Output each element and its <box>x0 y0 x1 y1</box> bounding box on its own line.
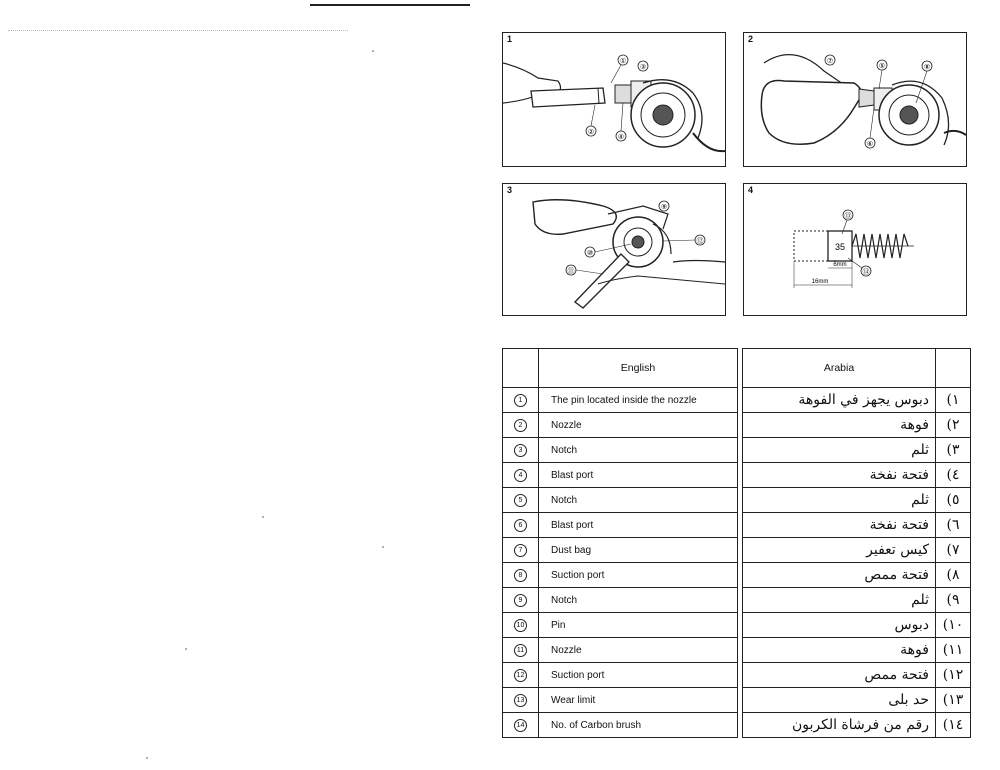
callout-5: ⑤ <box>878 63 886 70</box>
row-label: Pin <box>539 613 738 638</box>
callout-3: ③ <box>639 64 647 71</box>
row-label: Suction port <box>539 663 738 688</box>
circled-number: 5 <box>514 494 527 507</box>
callout-1: ① <box>619 58 627 65</box>
circled-number: 12 <box>514 669 527 682</box>
table-row <box>743 638 971 663</box>
figure-4 <box>743 183 967 316</box>
circled-number: 1 <box>514 394 527 407</box>
row-label: دبوس <box>743 613 936 638</box>
row-label: Blast port <box>539 463 738 488</box>
circled-number: 13 <box>514 694 527 707</box>
suction-port-illustration <box>503 184 725 315</box>
row-number <box>503 413 539 438</box>
row-label: رقم من فرشاة الكربون <box>743 713 936 738</box>
table-row <box>743 688 971 713</box>
row-label: فوهة <box>743 413 936 438</box>
arabic-legend-table <box>742 348 971 738</box>
circled-number: 6 <box>514 519 527 532</box>
row-number <box>503 538 539 563</box>
row-label: حد بلى <box>743 688 936 713</box>
callout-14: ⑭ <box>862 269 870 276</box>
row-number <box>503 713 539 738</box>
figure-number: 2 <box>748 34 754 44</box>
figure-number: 1 <box>507 34 513 44</box>
table-row <box>743 538 971 563</box>
row-label: فتحة نفخة <box>743 463 936 488</box>
callout-4: ④ <box>617 134 625 141</box>
row-number: ٣) <box>936 438 971 463</box>
row-label: دبوس يجهز في الفوهة <box>743 388 936 413</box>
table-row <box>743 488 971 513</box>
table-row <box>503 463 738 488</box>
header-blank <box>503 349 539 388</box>
table-row <box>743 438 971 463</box>
top-rule <box>310 4 470 6</box>
table-row <box>743 563 971 588</box>
table-row <box>503 713 738 738</box>
table-row <box>743 663 971 688</box>
row-label: Notch <box>539 488 738 513</box>
row-label: ثلم <box>743 488 936 513</box>
circled-number: 11 <box>514 644 527 657</box>
row-label: Nozzle <box>539 413 738 438</box>
row-label: ثلم <box>743 438 936 463</box>
dimension-short: 6mm <box>833 262 847 268</box>
circled-number: 2 <box>514 419 527 432</box>
table-row <box>503 563 738 588</box>
table-header-row <box>743 349 971 388</box>
row-number: ١) <box>936 388 971 413</box>
row-label: Notch <box>539 588 738 613</box>
row-number: ٥) <box>936 488 971 513</box>
figure-1 <box>502 32 726 167</box>
callout-9: ⑨ <box>660 204 668 211</box>
table-row <box>503 638 738 663</box>
figure-number: 3 <box>507 185 513 195</box>
callout-10: ⑩ <box>586 250 594 257</box>
row-number: ١٢) <box>936 663 971 688</box>
table-row <box>743 463 971 488</box>
dust-bag-illustration <box>744 33 966 166</box>
header-arabia: Arabia <box>743 349 936 388</box>
row-number: ٦) <box>936 513 971 538</box>
row-label: No. of Carbon brush <box>539 713 738 738</box>
blower-nozzle-illustration <box>503 33 725 166</box>
row-number: ٧) <box>936 538 971 563</box>
row-number <box>503 613 539 638</box>
circled-number: 7 <box>514 544 527 557</box>
table-row <box>503 588 738 613</box>
callout-12: ⑫ <box>696 238 704 245</box>
row-number <box>503 463 539 488</box>
table-row <box>503 538 738 563</box>
brush-number: 35 <box>834 242 846 252</box>
table-row <box>503 488 738 513</box>
row-number <box>503 688 539 713</box>
row-label: Wear limit <box>539 688 738 713</box>
row-number: ١٠) <box>936 613 971 638</box>
row-number: ٩) <box>936 588 971 613</box>
table-row <box>743 413 971 438</box>
row-label: Nozzle <box>539 638 738 663</box>
figure-number: 4 <box>748 185 754 195</box>
callout-6: ⑥ <box>866 141 874 148</box>
table-row <box>503 663 738 688</box>
circled-number: 8 <box>514 569 527 582</box>
circled-number: 9 <box>514 594 527 607</box>
row-number: ٤) <box>936 463 971 488</box>
row-label: فتحة ممص <box>743 563 936 588</box>
row-number <box>503 488 539 513</box>
row-label: فتحة ممص <box>743 663 936 688</box>
figure-2 <box>743 32 967 167</box>
row-label: كيس تعفير <box>743 538 936 563</box>
table-row <box>743 713 971 738</box>
english-legend-table <box>502 348 738 738</box>
circled-number: 4 <box>514 469 527 482</box>
row-label: Suction port <box>539 563 738 588</box>
callout-11: ⑪ <box>567 268 575 275</box>
callout-7: ⑦ <box>826 58 834 65</box>
row-number: ١١) <box>936 638 971 663</box>
scan-artifact <box>8 30 348 32</box>
row-number <box>503 388 539 413</box>
circled-number: 10 <box>514 619 527 632</box>
circled-number: 14 <box>514 719 527 732</box>
row-label: Blast port <box>539 513 738 538</box>
row-number <box>503 513 539 538</box>
row-label: فوهة <box>743 638 936 663</box>
table-row <box>743 588 971 613</box>
callout-13: ⑬ <box>844 213 852 220</box>
table-header-row <box>503 349 738 388</box>
header-blank <box>936 349 971 388</box>
row-number <box>503 588 539 613</box>
header-english: English <box>539 349 738 388</box>
row-label: Notch <box>539 438 738 463</box>
row-number <box>503 638 539 663</box>
callout-8: ⑧ <box>923 64 931 71</box>
row-number <box>503 663 539 688</box>
circled-number: 3 <box>514 444 527 457</box>
row-label: The pin located inside the nozzle <box>539 388 738 413</box>
table-row <box>503 438 738 463</box>
table-row <box>743 513 971 538</box>
callout-2: ② <box>587 129 595 136</box>
figure-3 <box>502 183 726 316</box>
row-number: ٢) <box>936 413 971 438</box>
table-row <box>503 413 738 438</box>
table-row <box>503 688 738 713</box>
table-row <box>503 513 738 538</box>
row-label: فتحة نفخة <box>743 513 936 538</box>
row-label: ثلم <box>743 588 936 613</box>
row-number <box>503 438 539 463</box>
table-row <box>503 613 738 638</box>
row-label: Dust bag <box>539 538 738 563</box>
carbon-brush-diagram <box>744 184 966 315</box>
row-number: ٨) <box>936 563 971 588</box>
row-number <box>503 563 539 588</box>
table-row <box>503 388 738 413</box>
table-row <box>743 613 971 638</box>
row-number: ١٤) <box>936 713 971 738</box>
dimension-long: 16mm <box>811 279 829 285</box>
row-number: ١٣) <box>936 688 971 713</box>
table-row <box>743 388 971 413</box>
